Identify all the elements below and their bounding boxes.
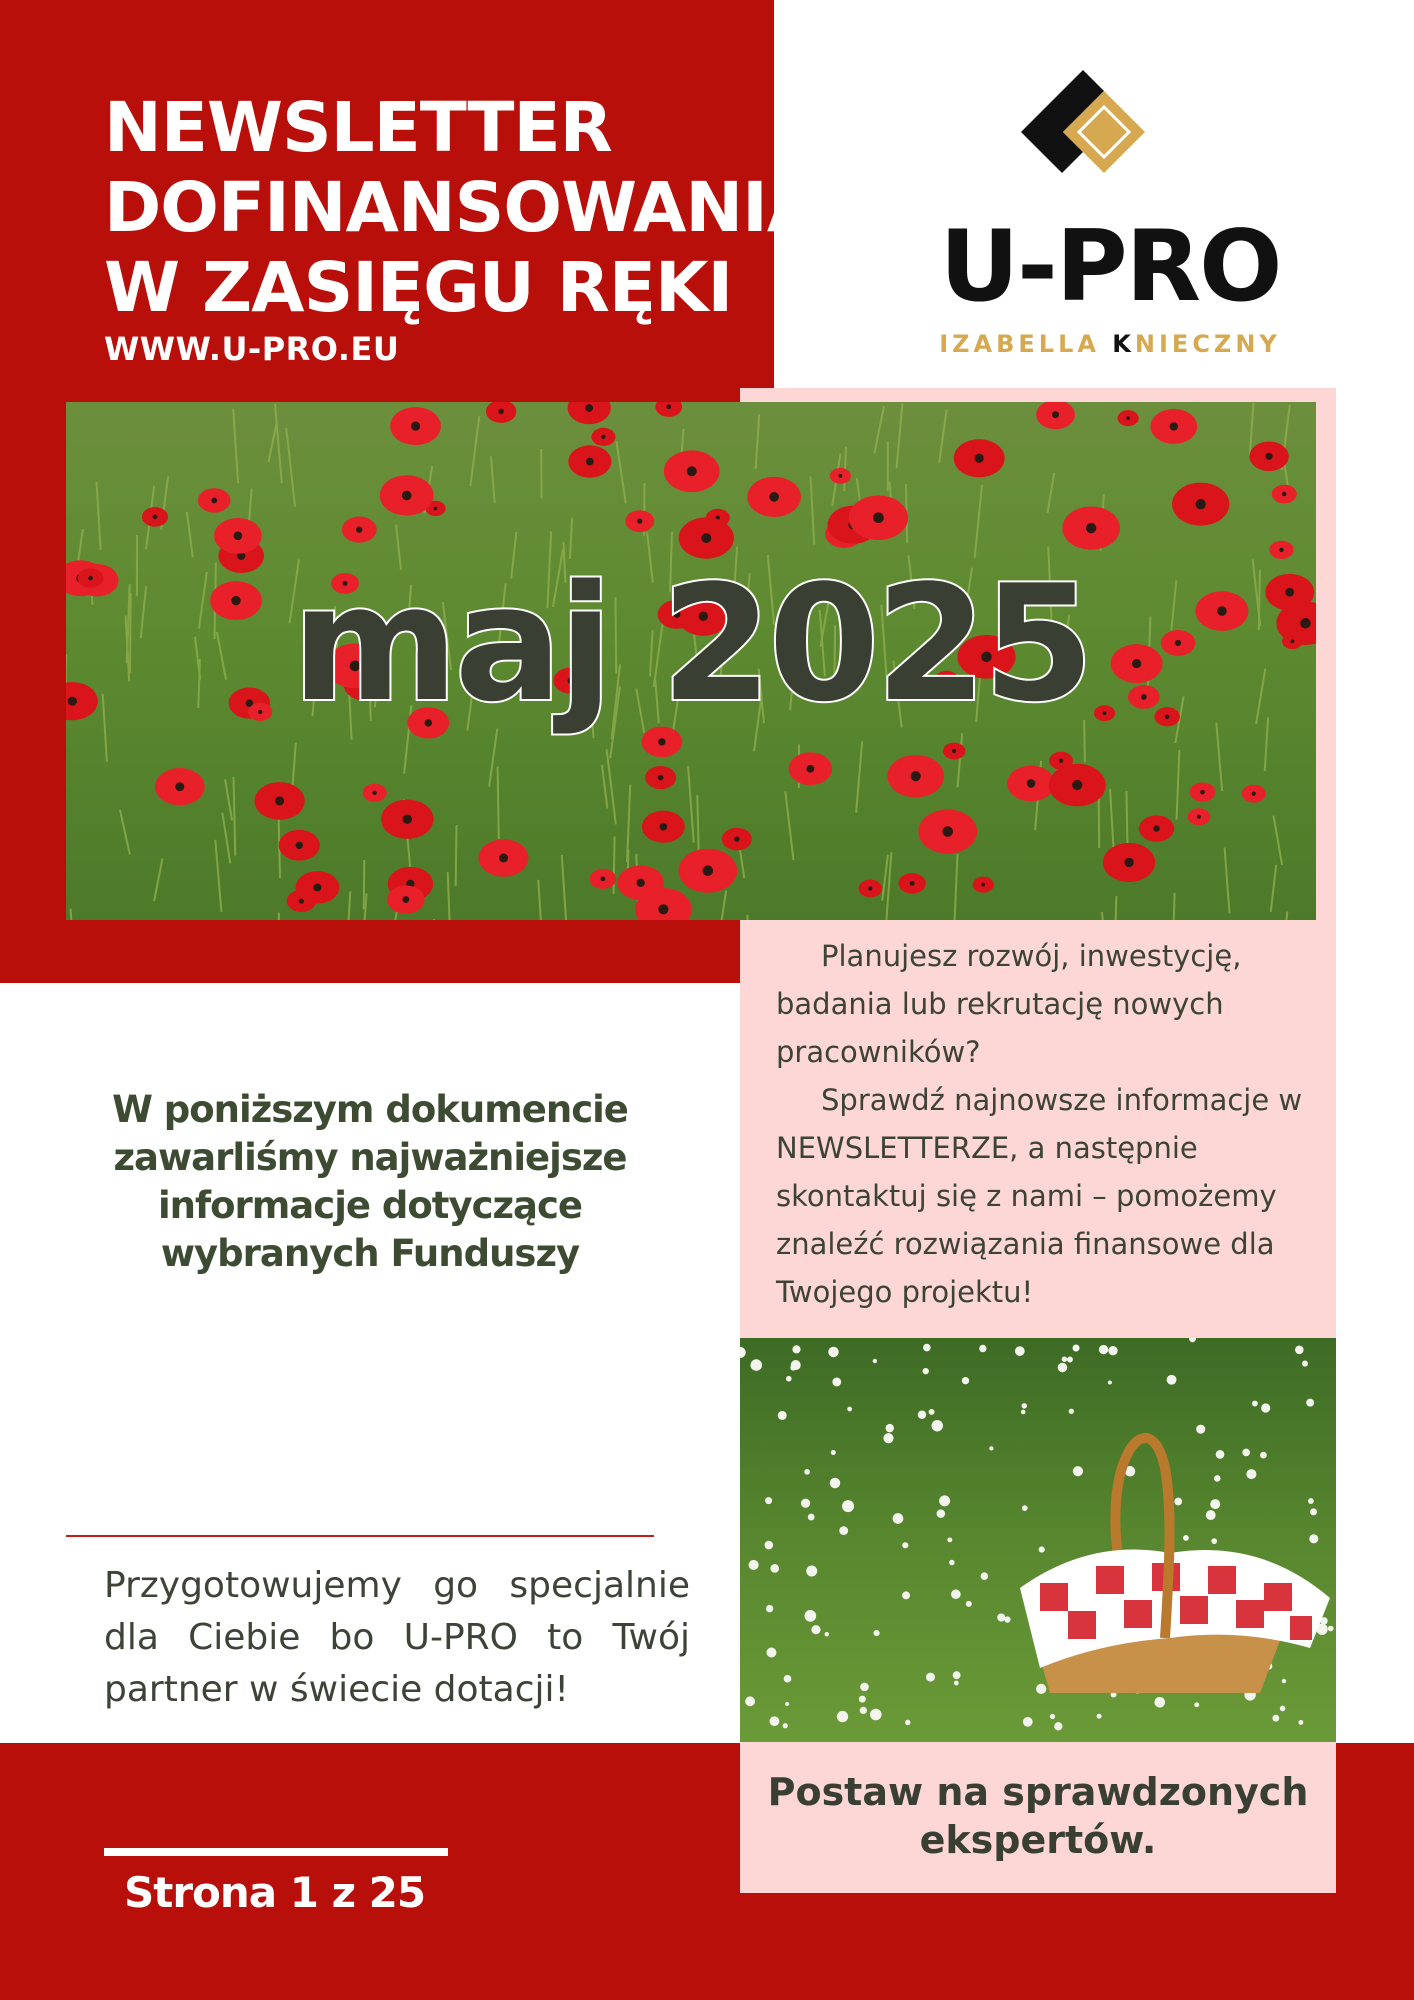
poppy-center (1052, 411, 1059, 418)
daisy-flower (1211, 1538, 1217, 1544)
poppy-center (313, 884, 321, 892)
poppy-center (411, 422, 420, 431)
daisy-flower (1021, 1410, 1026, 1415)
daisy-flower (905, 1720, 911, 1726)
website-link[interactable]: WWW.U-PRO.EU (104, 330, 400, 368)
partner-text (104, 1560, 690, 1716)
daisy-flower (1189, 1338, 1196, 1342)
poppy-center (1252, 792, 1256, 796)
poppy-center (175, 782, 184, 791)
daisy-flower (1308, 1498, 1314, 1504)
daisy-flower (929, 1409, 935, 1415)
daisy-flower (1261, 1403, 1270, 1412)
daisy-flower (1036, 1684, 1046, 1694)
daisy-flower (1183, 1535, 1189, 1541)
poppy-center (942, 826, 953, 837)
page-rule (104, 1848, 448, 1856)
divider-line (66, 1535, 654, 1537)
poppy-center (734, 836, 739, 841)
partner-text-b: partner w świecie dotacji! (104, 1669, 569, 1710)
daisy-flower (764, 1541, 773, 1550)
daisy-flower (1097, 1714, 1102, 1719)
daisy-flower (832, 1378, 841, 1387)
poppy-center (356, 526, 362, 532)
poppy-center (1153, 825, 1159, 831)
daisy-flower (1167, 1375, 1177, 1385)
poppy-center (659, 823, 667, 831)
poppy-center (275, 796, 284, 805)
daisy-flower (1154, 1697, 1165, 1708)
daisy-flower (766, 1605, 773, 1612)
daisy-flower (778, 1411, 787, 1420)
daisy-flower (1295, 1346, 1304, 1355)
daisy-flower (842, 1500, 854, 1512)
daisy-flower (873, 1630, 879, 1636)
daisy-flower (860, 1707, 867, 1714)
poppy-center (1086, 523, 1096, 533)
daisy-flower (1216, 1450, 1225, 1459)
daisy-flower (1054, 1722, 1062, 1730)
daisy-flower (1310, 1508, 1317, 1515)
daisy-flower (1069, 1409, 1074, 1414)
intro-paragraph-1: Planujesz rozwój, inwestycję, badania lub rekrutację nowych pracowników? (776, 939, 1242, 1069)
poppy-center (234, 532, 243, 541)
intro-paragraph-2: Sprawdź najnowsze informacje w NEWSLETTERZE, a następnie skontaktuj się z nami – pomożemy znaleźć rozwiązania finansowe dla Twojego projektu! (776, 1083, 1303, 1309)
daisy-flower (981, 1572, 989, 1580)
daisy-flower (932, 1420, 943, 1431)
daisy-flower (1298, 1720, 1303, 1725)
poppy-center (658, 738, 665, 745)
daisy-flower (837, 1711, 848, 1722)
poppy-center (402, 491, 412, 501)
daisy-flower (1099, 1345, 1108, 1354)
daisy-flower (792, 1345, 800, 1353)
daisy-flower (1309, 1534, 1318, 1543)
picnic-basket-illustration (740, 1338, 1336, 1742)
daisy-flower (1073, 1466, 1083, 1476)
poppy-center (952, 749, 956, 753)
poppy-center (601, 435, 605, 439)
daisy-flower (1328, 1626, 1334, 1632)
daisy-flower (997, 1613, 1005, 1621)
partner-text-a: Przygotowujemy go specjalnie dla Ciebie bo U-PRO to Twój (104, 1565, 690, 1658)
daisy-flower (1023, 1717, 1033, 1727)
daisy-flower (1072, 1345, 1079, 1352)
footer-red-edge (1336, 1743, 1414, 2000)
poppy-center (658, 904, 668, 914)
poppy-center (403, 814, 412, 823)
poppy-center (1027, 779, 1036, 788)
poppy-center (838, 474, 842, 478)
newsletter-title (104, 88, 820, 328)
poppy-center (372, 791, 376, 795)
daisy-flower (860, 1683, 869, 1692)
daisy-flower (1306, 1399, 1314, 1407)
poppy-center (153, 515, 158, 520)
daisy-flower (785, 1702, 789, 1706)
daisy-flower (1210, 1499, 1220, 1509)
daisy-flower (1260, 1452, 1267, 1459)
poppy-center (636, 879, 644, 887)
daisy-flower (1022, 1505, 1028, 1511)
daisy-flower (786, 1376, 792, 1382)
daisy-flower (806, 1566, 817, 1577)
daisy-flower (1058, 1363, 1067, 1372)
poppy-center (1126, 416, 1130, 420)
intro-text (776, 932, 1306, 1316)
title-line-3: W ZASIĘGU RĘKI (104, 248, 733, 328)
daisy-flower (766, 1648, 776, 1658)
poppy-center (658, 775, 664, 781)
daisy-flower (830, 1478, 841, 1489)
daisy-flower (825, 1632, 830, 1637)
daisy-flower (804, 1610, 816, 1622)
daisy-flower (1214, 1475, 1221, 1482)
poppy-center (1072, 780, 1082, 790)
daisy-flower (750, 1359, 762, 1371)
daisy-flower (745, 1696, 755, 1706)
poppy-center (637, 519, 642, 524)
poppy-center (498, 409, 503, 414)
daisy-flower (1067, 1357, 1073, 1363)
poppy-center (1196, 499, 1206, 509)
daisy-flower (859, 1696, 866, 1703)
poppy-center (499, 853, 508, 862)
daisy-flower (1252, 1401, 1258, 1407)
daisy-flower (883, 1433, 893, 1443)
picnic-basket-image (740, 1338, 1336, 1742)
daisy-flower (1062, 1356, 1067, 1361)
daisy-flower (962, 1377, 969, 1384)
poppy-center (873, 512, 884, 523)
poppy-center (687, 466, 697, 476)
daisy-flower (954, 1681, 959, 1686)
daisy-flower (1004, 1616, 1010, 1622)
daisy-flower (979, 1345, 986, 1352)
summary-text: W poniższym dokumencie zawarliśmy najważniejsze informacje dotyczące wybranych Funduszy (112, 1088, 628, 1275)
daisy-flower (740, 1347, 746, 1358)
footer-red-strip (740, 1893, 1336, 2000)
daisy-flower (1302, 1361, 1308, 1367)
daisy-flower (765, 1497, 772, 1504)
logo-subtitle-first: IZABELLA (939, 330, 1113, 358)
poppy-center (586, 458, 594, 466)
daisy-flower (951, 1589, 961, 1599)
poppy-center (1266, 453, 1273, 460)
daisy-flower (801, 1499, 810, 1508)
poppy-center (769, 492, 779, 502)
title-line-1: NEWSLETTER (104, 88, 612, 168)
daisy-flower (1272, 1715, 1279, 1722)
poppy-center (911, 771, 921, 781)
page-indicator: Strona 1 z 25 (124, 1868, 426, 1917)
daisy-flower (769, 1716, 779, 1726)
daisy-flower (1174, 1498, 1182, 1506)
daisy-flower (902, 1591, 910, 1599)
daisy-flower (870, 1709, 882, 1721)
daisy-flower (953, 1671, 961, 1679)
logo-subtitle (900, 330, 1320, 358)
daisy-flower (808, 1514, 815, 1521)
daisy-flower (1206, 1510, 1216, 1520)
poppy-center (868, 886, 872, 890)
daisy-flower (918, 1411, 926, 1419)
poppy-center (701, 533, 711, 543)
poppy-center (1124, 858, 1133, 867)
daisy-flower (1015, 1346, 1025, 1356)
daisy-flower (1039, 1546, 1045, 1552)
poppy-center (600, 876, 605, 881)
logo-subtitle-last: NIECZNY (1134, 330, 1281, 358)
daisy-flower (1196, 1425, 1205, 1434)
daisy-flower (873, 1359, 877, 1363)
daisy-flower (949, 1560, 955, 1566)
daisy-flower (1050, 1714, 1055, 1719)
poppy-center (703, 865, 714, 876)
poppy-center (211, 497, 217, 503)
poppy-center (1200, 790, 1205, 795)
daisy-flower (1242, 1449, 1250, 1457)
daisy-flower (831, 1450, 836, 1455)
poppy-center (975, 454, 984, 463)
daisy-flower (947, 1537, 952, 1542)
poppy-center (666, 404, 671, 409)
poppy-field-image (66, 402, 1316, 920)
daisy-flower (926, 1673, 935, 1682)
daisy-flower (828, 1347, 838, 1357)
poppy-center (806, 765, 814, 773)
daisy-flower (1194, 1702, 1199, 1707)
daisy-flower (804, 1469, 810, 1475)
daisy-flower (1280, 1706, 1286, 1712)
daisy-flower (1022, 1403, 1027, 1408)
daisy-flower (923, 1344, 931, 1352)
daisy-flower (811, 1625, 820, 1634)
cta-text: Postaw na sprawdzonych ekspertów. (767, 1770, 1309, 1862)
poppy-center (402, 896, 409, 903)
month-label: maj 2025 (291, 550, 1091, 737)
logo-diamond-icon (1018, 62, 1148, 192)
poppy-center (296, 842, 303, 849)
poppy-flower (655, 402, 682, 417)
daisy-flower (937, 1509, 946, 1518)
poppy-center (981, 883, 985, 887)
daisy-flower (790, 1365, 796, 1371)
daisy-flower (989, 1446, 993, 1450)
daisy-flower (1108, 1346, 1117, 1355)
logo-name: U-PRO (939, 210, 1281, 324)
logo-subtitle-k: K (1112, 330, 1135, 358)
daisy-flower (939, 1495, 950, 1506)
daisy-flower (893, 1513, 904, 1524)
daisy-flower (902, 1542, 908, 1548)
daisy-flower (770, 1564, 779, 1573)
daisy-flower (886, 1424, 894, 1432)
daisy-flower (923, 1368, 929, 1374)
daisy-flower (749, 1560, 759, 1570)
poppy-center (910, 881, 915, 886)
daisy-flower (1108, 1380, 1112, 1384)
title-line-2: DOFINANSOWANIA (104, 168, 820, 248)
daisy-flower (839, 1526, 848, 1535)
poppy-center (1197, 815, 1201, 819)
poppy-center (1282, 492, 1286, 496)
daisy-flower (784, 1675, 792, 1683)
poppy-center (434, 507, 438, 511)
daisy-flower (1246, 1469, 1256, 1479)
poppy-center (585, 404, 593, 412)
daisy-flower (1282, 1679, 1286, 1683)
company-logo (900, 52, 1320, 382)
daisy-flower (847, 1407, 852, 1412)
poppy-center (1170, 422, 1178, 430)
daisy-flower (966, 1601, 972, 1607)
daisy-flower (783, 1723, 788, 1728)
poppy-center (1059, 759, 1063, 763)
